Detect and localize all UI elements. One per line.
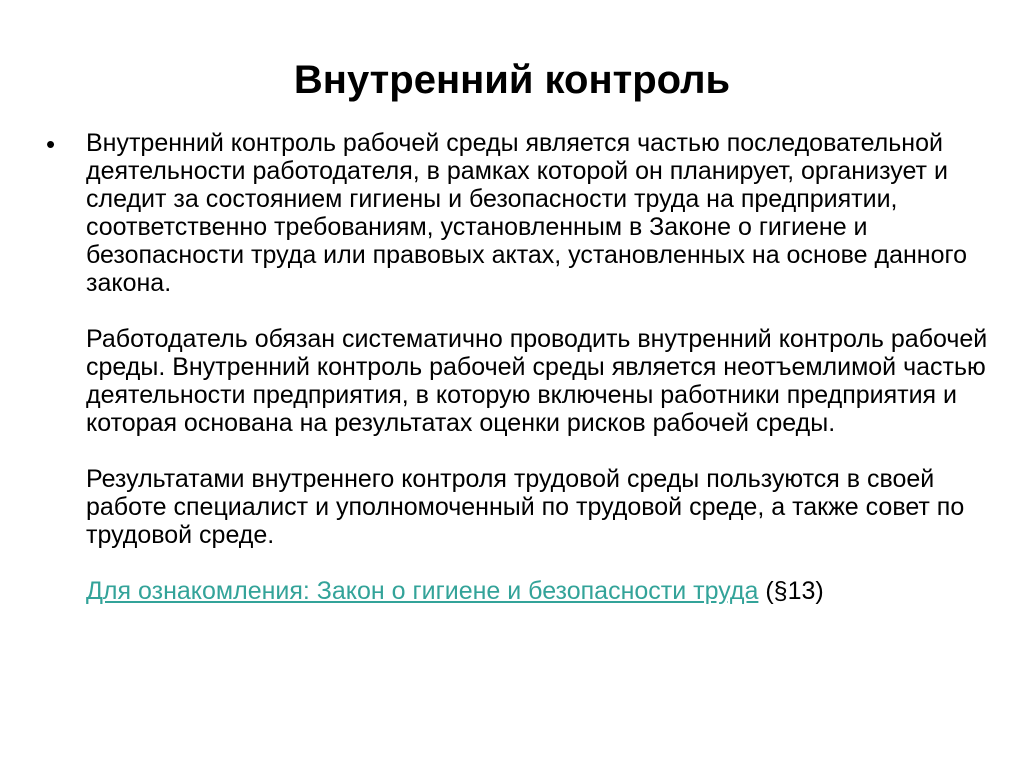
section-reference: (§13) [758,577,824,605]
paragraph-2: Работодатель обязан систематично проводить внутренний контроль рабочей среды. Внутренний контроль рабочей среды является неотъемлимой частью деятельности предприятия, в которую включены работники предприятия и которая основана на результатах оценки рисков рабочей среды. [86,325,988,437]
bullet-body [86,129,991,605]
reference-line [86,577,991,605]
bullet-marker: • [46,129,56,159]
slide-title: Внутренний контроль [293,58,731,102]
paragraph-3: Результатами внутреннего контроля трудовой среды пользуются в своей работе специалист и уполномоченный по трудовой среде, а также совет по трудовой среде. [86,465,965,549]
law-reference-link[interactable]: Для ознакомления: Закон о гигиене и безопасности труда [86,577,759,605]
paragraph-1: Внутренний контроль рабочей среды является частью последовательной деятельности работодателя, в рамках которой он планирует, организует и следит за состоянием гигиены и безопасности труда на предприятии, соответственно требованиям, установленным в Законе о гигиене и безопасности труда или правовых актах, установленных на основе данного закона. [86,129,967,297]
